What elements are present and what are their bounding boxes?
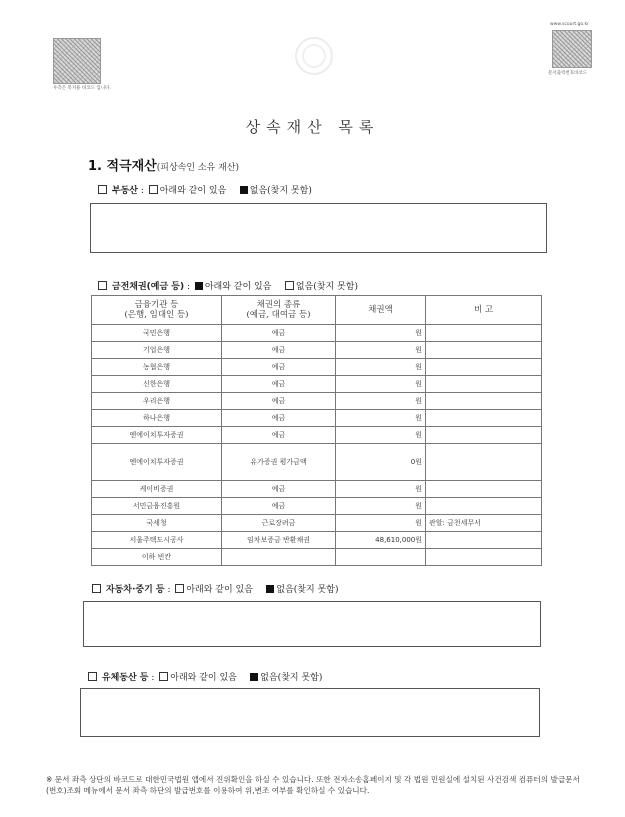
table-row [92, 481, 542, 498]
header-claim-type-line1: 채권의 종류 [256, 300, 301, 310]
cell-note [426, 498, 542, 515]
cell-institution: 엔에이치투자증권 [92, 427, 222, 444]
table-row [92, 498, 542, 515]
cell-amount: 원 [336, 481, 426, 498]
vehicle-box [83, 601, 541, 647]
cell-institution: 신한은행 [92, 376, 222, 393]
movable-yes-option: 아래와 같이 있음 [170, 673, 237, 683]
cell-institution: 기업은행 [92, 342, 222, 359]
cell-amount: 원 [336, 393, 426, 410]
cell-claim-type: 예금 [222, 481, 336, 498]
cell-claim-type: 유가증권 평가금액 [222, 444, 336, 481]
cell-note [426, 376, 542, 393]
bullet-box-icon [98, 185, 107, 194]
bullet-box-icon [98, 281, 107, 290]
cell-note [426, 342, 542, 359]
movable-no-option: 없음(찾지 못함) [260, 673, 323, 683]
cell-note [426, 325, 542, 342]
table-row [92, 515, 542, 532]
real-estate-line: 부동산 : 아래와 같이 있음 없음(찾지 못함) [96, 183, 312, 196]
header-institution-line1: 금융기관 등 [134, 300, 179, 310]
header-institution [92, 296, 222, 325]
cell-institution: 케이비증권 [92, 481, 222, 498]
cell-note [426, 359, 542, 376]
cell-amount [336, 549, 426, 566]
vehicle-label: 자동차·중기 등 [105, 585, 165, 595]
cell-claim-type: 근로장려금 [222, 515, 336, 532]
cell-institution: 농협은행 [92, 359, 222, 376]
cell-note [426, 393, 542, 410]
bullet-box-icon [88, 672, 97, 681]
movable-line: 유체동산 등 : 아래와 같이 있음 없음(찾지 못함) [86, 670, 322, 683]
table-header-row [92, 296, 542, 325]
cell-note [426, 427, 542, 444]
table-row [92, 359, 542, 376]
cell-institution: 하나은행 [92, 410, 222, 427]
financial-table [91, 295, 542, 566]
cell-institution: 국민은행 [92, 325, 222, 342]
cell-claim-type: 임차보증금 반환채권 [222, 532, 336, 549]
table-row [92, 325, 542, 342]
cell-amount: 원 [336, 427, 426, 444]
cell-institution: 엔에이치투자증권 [92, 444, 222, 481]
cell-amount: 원 [336, 498, 426, 515]
cell-claim-type: 예금 [222, 342, 336, 359]
table-row [92, 549, 542, 566]
header-claim-type-line2: (예금, 대여금 등) [246, 310, 311, 320]
section1-title: 1. 적극재산 [88, 159, 157, 174]
cell-claim-type: 예금 [222, 410, 336, 427]
cell-amount: 48,610,000원 [336, 532, 426, 549]
cell-note: 관할: 금천세무서 [426, 515, 542, 532]
unchecked-box-icon[interactable] [149, 185, 158, 194]
section1-subtitle: (피상속인 소유 재산) [156, 163, 240, 173]
cell-note [426, 481, 542, 498]
table-row [92, 342, 542, 359]
table-row [92, 410, 542, 427]
financial-no-option: 없음(찾지 못함) [295, 282, 358, 292]
cell-amount: 0원 [336, 444, 426, 481]
header-note: 비 고 [426, 296, 542, 325]
vehicle-line: 자동차·중기 등 : 아래와 같이 있음 없음(찾지 못함) [90, 582, 338, 595]
table-row [92, 376, 542, 393]
vehicle-yes-option: 아래와 같이 있음 [186, 585, 253, 595]
cell-institution: 우리은행 [92, 393, 222, 410]
checked-box-icon[interactable] [240, 186, 248, 194]
cell-note [426, 444, 542, 481]
header-institution-line2: (은행, 임대인 등) [124, 310, 189, 320]
cell-institution: 국세청 [92, 515, 222, 532]
verification-barcode [53, 38, 101, 84]
site-url: www.scourt.go.kr [550, 22, 589, 27]
court-emblem-watermark [292, 34, 336, 78]
unchecked-box-icon[interactable] [285, 281, 294, 290]
real-estate-label: 부동산 [111, 186, 138, 196]
document-title: 상속재산 목록 [245, 118, 380, 136]
header-amount: 채권액 [336, 296, 426, 325]
verification-notice: ※ 문서 좌측 상단의 바코드로 대한민국법원 앱에서 진위확인을 하실 수 있습니다. 또한 전자소송홈페이지 및 각 법원 민원실에 설치된 사건검색 컴퓨터의 발급문서(번호)조회 메뉴에서 문서 좌측 하단의 발급번호를 이용하여 위,변조 여부를 확인하실 수 있습니다. [46, 775, 580, 795]
financial-line: 금전채권(예금 등) : 아래와 같이 있음 없음(찾지 못함) [96, 279, 358, 292]
cell-amount: 원 [336, 359, 426, 376]
financial-yes-option: 아래와 같이 있음 [204, 282, 272, 292]
cell-amount: 원 [336, 342, 426, 359]
checked-box-icon[interactable] [266, 585, 274, 593]
document-barcode [552, 30, 592, 68]
cell-claim-type: 예금 [222, 376, 336, 393]
real-estate-yes-option: 아래와 같이 있음 [159, 186, 227, 196]
cell-amount: 원 [336, 325, 426, 342]
header-claim-type [222, 296, 336, 325]
cell-claim-type: 예금 [222, 325, 336, 342]
cell-institution: 이하 빈칸 [92, 549, 222, 566]
cell-claim-type: 예금 [222, 393, 336, 410]
bullet-box-icon [92, 584, 101, 593]
movable-label: 유체동산 등 [101, 673, 149, 683]
cell-note [426, 410, 542, 427]
table-row [92, 427, 542, 444]
cell-claim-type: 예금 [222, 427, 336, 444]
cell-claim-type [222, 549, 336, 566]
cell-claim-type: 예금 [222, 359, 336, 376]
cell-institution: 서울주택도시공사 [92, 532, 222, 549]
real-estate-no-option: 없음(찾지 못함) [249, 186, 312, 196]
real-estate-box [90, 203, 547, 253]
cell-amount: 원 [336, 515, 426, 532]
cell-note [426, 532, 542, 549]
cell-institution: 서민금융진흥원 [92, 498, 222, 515]
unchecked-box-icon[interactable] [159, 672, 168, 681]
cell-amount: 원 [336, 410, 426, 427]
right-barcode-caption: 문서출력번호바코드 [548, 71, 588, 76]
movable-box [80, 688, 540, 737]
checked-box-icon[interactable] [250, 673, 258, 681]
cell-amount: 원 [336, 376, 426, 393]
table-row [92, 393, 542, 410]
table-row [92, 444, 542, 481]
unchecked-box-icon[interactable] [175, 584, 184, 593]
checked-box-icon[interactable] [195, 282, 203, 290]
financial-label: 금전채권(예금 등) [111, 282, 185, 292]
cell-claim-type: 예금 [222, 498, 336, 515]
section1-heading [88, 155, 239, 174]
left-barcode-caption: 우측은 복지용 바코드 입니다. [53, 86, 111, 91]
table-row [92, 532, 542, 549]
vehicle-no-option: 없음(찾지 못함) [276, 585, 339, 595]
cell-note [426, 549, 542, 566]
